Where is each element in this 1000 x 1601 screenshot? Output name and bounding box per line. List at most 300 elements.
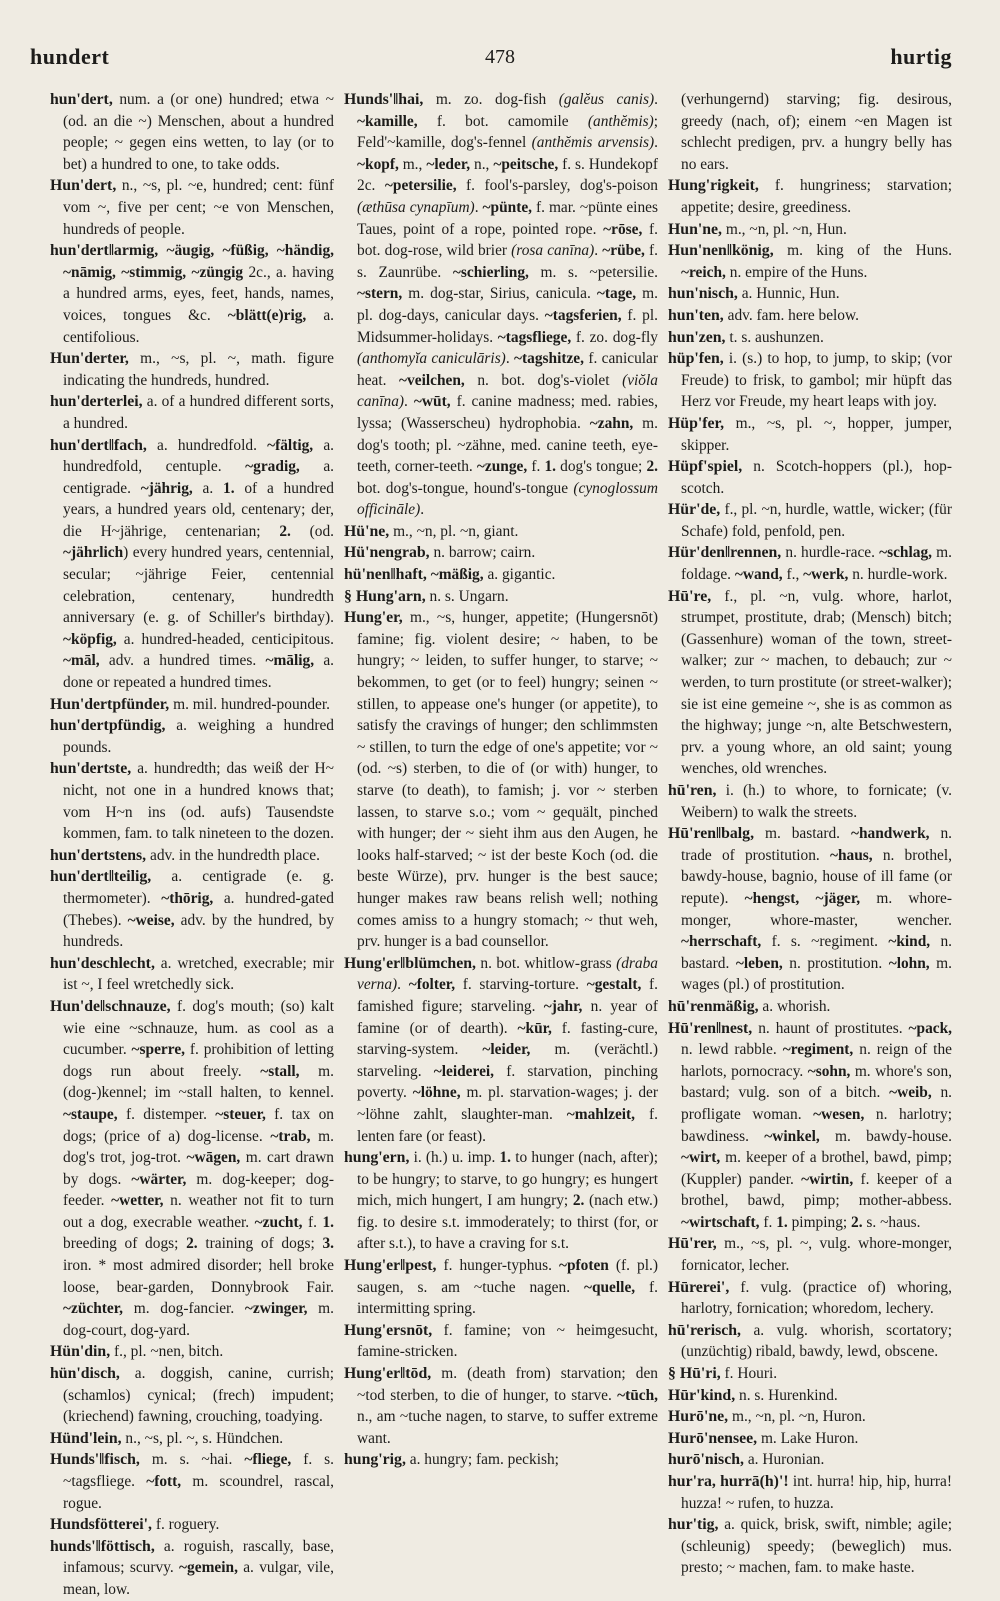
entry-subheadword: ~tagsferien, [544, 306, 622, 324]
entry-latin-name: (galĕus canis) [558, 91, 655, 108]
entry-subheadword: ~hengst, [744, 889, 800, 907]
entry-text: m. zo. dog-fish [435, 91, 559, 108]
entry-subheadword: ~mālig, [265, 652, 315, 670]
entry-subheadword: ~steuer, [215, 1105, 266, 1123]
entry-subheadword: ~jäger, [815, 889, 861, 907]
column-1 [50, 89, 335, 1598]
entry-text: n., [470, 155, 494, 173]
entry-text: i. (h.) to whore, to fornicate; (v. Weibern) to walk the streets. [681, 782, 952, 821]
entry-subheadword: 2. [572, 1192, 585, 1210]
entry-text: m. king of the Huns. [787, 242, 952, 260]
entry-latin-name: (draba verna) [357, 954, 658, 994]
dictionary-entry [50, 1536, 334, 1601]
dictionary-entry [668, 413, 952, 456]
entry-text: m. (death from) starvation; den ~tod sterben, to die of hunger, to starve. [357, 1365, 658, 1404]
entry-subheadword: ~māl, [63, 652, 100, 670]
entry-text: a. Huronian. [747, 1451, 825, 1469]
entry-subheadword: ~rübe, [602, 242, 645, 260]
entry-text: m. dog-star, Sirius, canicula. [402, 285, 597, 303]
entry-subheadword: ~stern, [357, 285, 403, 303]
entry-text: m. scoundrel, rascal, rogue. [63, 1473, 334, 1512]
entry-subheadword: 2. [851, 1213, 863, 1231]
entry-text: a. hungry; fam. peckish; [409, 1451, 559, 1469]
entry-text: n. hurdle-work. [848, 566, 948, 584]
dictionary-entry [344, 89, 658, 521]
dictionary-entry-continued [668, 89, 952, 175]
entry-text: f. canicular heat. [357, 350, 659, 389]
entry-headword: hū'ren, [668, 782, 717, 799]
running-head-left: hundert [30, 44, 110, 69]
entry-text: f., [782, 566, 804, 584]
entry-headword: Hür'de, [668, 501, 721, 519]
entry-subheadword: ~jährig, [140, 479, 193, 497]
dictionary-entry [668, 1018, 952, 1234]
entry-text: adv. a hundred times. [99, 652, 266, 670]
entry-headword: Hū'ren‖nest, [668, 1019, 753, 1037]
entry-text: f. pl. Midsummer-holidays. [357, 306, 658, 346]
entry-text: n. Scotch-hoppers (pl.), hop-scotch. [681, 458, 952, 497]
entry-text: m. dog's tooth; pl. ~zähne, med. canine teeth, eye-teeth, corner-teeth. [357, 414, 658, 476]
entry-subheadword: ~weib, [889, 1084, 932, 1102]
entry-text: n., ~s, pl. ~e, hundred; cent: fünf vom ~, five per cent; ~e von Menschen, hundreds of people. [63, 177, 334, 238]
dictionary-entry [668, 305, 952, 327]
entry-text: a. centigrade. [63, 458, 334, 497]
entry-text: m., ~n, pl. ~n, Huron. [731, 1408, 866, 1426]
entry-text: f. s. Hundekopf 2c. [357, 155, 658, 195]
entry-text: m. keeper of a brothel, bawd, pimp; (Kuppler) pander. [681, 1149, 952, 1188]
entry-subheadword: ~schlag, [879, 544, 933, 562]
entry-subheadword: ~veilchen, [399, 371, 465, 389]
dictionary-entry [344, 953, 658, 1147]
entry-headword: Hung'er, [344, 609, 403, 627]
entry-text: f. canine madness; med. rabies, lyssa; (Wasserscheu) hydrophobia. [357, 393, 658, 432]
entry-headword: Hung'er‖tōd, [344, 1365, 432, 1383]
entry-text: int. hurra! hip, hip, hurra! huzza! ~ rufen, to huzza. [681, 1473, 952, 1512]
entry-text: to hunger (nach, after); to be hungry; to starve, to go hungry; es hungert mich, mich hungert, I am hungry; [357, 1149, 658, 1210]
entry-text: f. mar. ~pünte eines Taues, point of a rope, pointed rope. [357, 198, 658, 238]
entry-text: f. s. Zaunrübe. [357, 242, 658, 281]
dictionary-entry [668, 1233, 952, 1276]
entry-text: . [594, 242, 603, 260]
entry-text: f. keeper of a brothel, bawd, pimp; mother-abbess. [681, 1170, 952, 1210]
dictionary-entry [344, 542, 658, 564]
dictionary-entry [668, 240, 952, 283]
entry-text: m. dog's trot, jog-trot. [63, 1127, 334, 1167]
entry-text: m., ~n, pl. ~n, Hun. [725, 220, 847, 238]
entry-headword: § Hung'arn, [344, 587, 426, 605]
dictionary-entry [668, 219, 952, 241]
entry-text: m. (verächtl.) starveling. [357, 1041, 658, 1080]
entry-text: n. s. Hurenkind. [739, 1386, 838, 1404]
entry-subheadword: ~thōrig, [161, 889, 214, 907]
entry-text: n. profligate woman. [681, 1084, 953, 1123]
entry-text: n. harlotry; bawdiness. [681, 1105, 952, 1145]
entry-text: . [397, 976, 409, 994]
entry-headword: Hū're, [668, 587, 712, 605]
entry-text: of a hundred years, a hundred years old, centenary; der, die H~jährige, centenarian; [63, 479, 334, 540]
entry-subheadword: ~werk, [803, 566, 849, 584]
entry-headword: Hüpf'spiel, [668, 458, 743, 476]
dictionary-entry [50, 1428, 334, 1450]
entry-text: m. dog-court, dog-yard. [63, 1300, 334, 1339]
entry-headword: Hun'ne, [668, 220, 722, 238]
entry-text: f. [527, 458, 545, 476]
entry-text: f. zo. dog-fly [571, 328, 658, 346]
entry-headword: hun'dert‖teilig, [50, 868, 152, 886]
dictionary-entry [50, 391, 334, 434]
entry-headword: Hunds'‖hai, [344, 91, 424, 108]
entry-text: adv. in the hundredth place. [149, 846, 320, 864]
entry-text: f. starvation, pinching poverty. [357, 1062, 658, 1102]
entry-text: f., pl. ~n, vulg. whore, harlot, strumpet, prostitute, drab; (Mensch) bitch; (Gassenhure) woman of the town, street-walker; zur ~ machen, to debauch; zur ~ werden, to turn prostitute (or street-walker); sie ist eine gemeine ~, she is as common as the highway; junge ~n, alte Betschwestern, prv. a young whore, an old saint; young wenches, old wrenches. [681, 587, 952, 778]
entry-subheadword: ~mahlzeit, [566, 1105, 636, 1123]
entry-headword: hun'dert‖armig, [50, 242, 159, 260]
entry-text: a. vulg. whorish, scortatory; (unzüchtig) ribald, bawdy, lewd, obscene. [681, 1321, 952, 1361]
entry-subheadword: ~kind, [888, 933, 931, 951]
entry-text: f. intermitting spring. [357, 1278, 658, 1318]
dictionary-entry [344, 1147, 658, 1255]
entry-latin-name: (anthĕmis) [587, 112, 654, 130]
entry-text: m. mil. hundred-pounder. [173, 695, 330, 713]
entry-text: m. bastard. [764, 825, 851, 843]
entry-text: a. vulgar, vile, mean, low. [63, 1559, 334, 1598]
entry-text: s. ~haus. [862, 1213, 921, 1231]
entry-text: a. hundredfold. [157, 436, 268, 454]
entry-headword: hur'ra, hurrā(h)'! [668, 1473, 789, 1490]
entry-subheadword: ~handwerk, [850, 825, 930, 843]
entry-text: a. done or repeated a hundred times. [63, 652, 335, 692]
entry-subheadword: ~fliege, [244, 1451, 292, 1469]
dictionary-entry [50, 1341, 334, 1363]
dictionary-entry [344, 1363, 658, 1449]
dictionary-entry [50, 435, 334, 694]
entry-subheadword: ~pfoten [558, 1257, 609, 1275]
entry-text: a. whorish. [762, 997, 831, 1015]
entry-subheadword: ~pack, [908, 1019, 953, 1037]
entry-text: bot. dog's-tongue, hound's-tongue [357, 479, 574, 497]
entry-text: m. s. ~hai. [151, 1451, 245, 1469]
entry-text: m. bawdy-house. [819, 1127, 952, 1145]
entry-text: f. tax on dogs; (price of a) dog-license. [63, 1105, 334, 1145]
entry-subheadword: ~regiment, [782, 1041, 854, 1059]
entry-headword: Hung'rigkeit, [668, 177, 759, 195]
entry-text: f. hunger-typhus. [443, 1257, 559, 1275]
entry-text: n. weather not fit to turn out a dog, execrable weather. [63, 1192, 334, 1231]
entry-headword: Hü'ne, [344, 522, 390, 540]
entry-subheadword: 2. [279, 522, 291, 540]
entry-text: n. year of famine (or of dearth). [357, 997, 658, 1037]
entry-subheadword: ~tūch, [617, 1386, 658, 1404]
dictionary-entry [50, 845, 334, 867]
entry-text: f. [302, 1213, 323, 1231]
entry-text: a. gigantic. [483, 566, 556, 584]
entry-subheadword: ~zunge, [476, 458, 528, 476]
entry-text: n. trade of prostitution. [681, 825, 952, 864]
entry-text: a. Hunnic, Hun. [741, 285, 840, 303]
entry-text: n. reign of the harlots, pornocracy. [681, 1041, 952, 1080]
entry-headword: Hung'er‖pest, [344, 1257, 437, 1275]
dictionary-entry [668, 823, 952, 996]
entry-headword: hung'rig, [344, 1451, 406, 1469]
entry-subheadword: 3. [322, 1235, 334, 1253]
dictionary-entry [344, 1255, 658, 1320]
dictionary-entry [50, 175, 334, 240]
entry-text: dog's tongue; [556, 458, 647, 476]
entry-text: m. foldage. [681, 544, 952, 584]
entry-subheadword: ~quelle, [583, 1278, 636, 1296]
dictionary-entry [50, 1363, 334, 1428]
entry-text: m., ~n, pl. ~n, giant. [393, 522, 519, 540]
entry-subheadword: 2. [186, 1235, 198, 1253]
entry-subheadword: ~leder, [426, 155, 471, 173]
entry-headword: hü'nen‖haft, [344, 566, 427, 584]
entry-subheadword: ~weise, [127, 911, 175, 929]
entry-text: m. pl. dog-days, canicular days. [357, 285, 658, 324]
entry-subheadword: ~zahn, [589, 414, 634, 432]
dictionary-columns [50, 89, 953, 1598]
entry-subheadword: ~leiderei, [433, 1062, 495, 1080]
entry-subheadword: ~folter, [408, 976, 456, 994]
dictionary-entry [668, 327, 952, 349]
entry-headword: hun'zen, [668, 328, 726, 346]
entry-text: breeding of dogs; [63, 1235, 187, 1253]
entry-subheadword: ~zwinger, [244, 1300, 308, 1318]
entry-text: f. fasting-cure, starving-system. [357, 1019, 658, 1059]
entry-headword: hun'derterlei, [50, 393, 143, 411]
entry-text: f. bot. camomile [417, 112, 588, 130]
entry-text: a. hundred-headed, centicipitous. [116, 630, 334, 648]
entry-subheadword: ~wāgen, [186, 1149, 241, 1167]
entry-text: . [404, 393, 414, 411]
entry-headword: Hü'nengrab, [344, 544, 430, 562]
entry-subheadword: ~jährlich [63, 544, 124, 562]
entry-text: n., ~s, pl. ~, s. Hündchen. [125, 1429, 284, 1447]
entry-text: m. s. ~petersilie. [528, 263, 658, 281]
dictionary-entry [668, 996, 952, 1018]
entry-headword: Hüp'fer, [668, 414, 725, 432]
entry-text [799, 890, 815, 907]
entry-text: n. barrow; cairn. [433, 544, 536, 562]
entry-subheadword: ~köpfig, [63, 630, 117, 648]
dictionary-entry [344, 521, 658, 543]
entry-subheadword: ~lohn, [888, 954, 930, 972]
page-number: 478 [485, 46, 515, 68]
entry-headword: hun'dert, [50, 91, 113, 108]
entry-text: f. hungriness; starvation; appetite; desire, greediness. [681, 177, 952, 216]
entry-headword: Hung'ersnōt, [344, 1321, 433, 1339]
entry-subheadword: ~rōse, [603, 220, 643, 238]
entry-subheadword: 1. [776, 1213, 788, 1231]
entry-text: f. dog's mouth; (so) kalt wie eine ~schnauze, hum. as cool as a cucumber. [63, 997, 334, 1059]
entry-text: pimping; [787, 1213, 852, 1231]
entry-headword: Hurō'ne, [668, 1408, 729, 1426]
dictionary-entry [668, 1471, 952, 1514]
entry-subheadword: ~kopf, [357, 155, 399, 173]
entry-subheadword: ~wärter, [131, 1170, 187, 1188]
entry-headword: Hün'din, [50, 1343, 111, 1361]
entry-text: a. hundredth; das weiß der H~ nicht, not one in a hundred knows that; vom H~n ins (od. aufs) Tausendste kommen, fam. to talk nineteen to the dozen. [63, 760, 335, 843]
entry-text: n. bot. dog's-violet [464, 371, 623, 389]
entry-headword: hun'dertpfündig, [50, 717, 166, 735]
entry-headword: Hū'rer, [668, 1235, 717, 1253]
entry-text: (od. [290, 522, 335, 540]
entry-text: f. Houri. [724, 1365, 778, 1383]
entry-text: m. Lake Huron. [760, 1429, 859, 1447]
dictionary-entry [668, 1320, 952, 1363]
entry-text: n. empire of the Huns. [725, 263, 868, 281]
entry-text: a. doggish, canine, currish; (schamlos) cynical; (frech) impudent; (kriechend) fawning, crouching, toadying. [63, 1365, 334, 1426]
dictionary-entry [668, 1277, 952, 1320]
entry-text: i. (s.) to hop, to jump, to skip; (vor Freude) to frisk, to gambol; mir hüpft das Herz vor Freude, my heart leaps with joy. [681, 350, 952, 411]
dictionary-entry [668, 499, 952, 542]
entry-text: f. roguery. [155, 1516, 220, 1534]
entry-text: a. centifolious. [63, 306, 334, 346]
dictionary-entry [668, 1428, 952, 1450]
dictionary-entry [50, 715, 334, 758]
entry-text: f. bot. dog-rose, wild brier [357, 220, 658, 260]
entry-headword: hun'nisch, [668, 285, 738, 303]
dictionary-entry [50, 348, 334, 391]
dictionary-entry [50, 89, 334, 175]
entry-headword: hun'dertste, [50, 760, 132, 778]
entry-text: f. famished figure; starveling. [357, 976, 658, 1015]
running-head-right: hurtig [890, 44, 952, 69]
entry-text: m. (dog-)kennel; im ~stall halten, to kennel. [63, 1062, 334, 1102]
entry-headword: hur'tig, [668, 1516, 719, 1534]
entry-headword: Hūrerei', [668, 1278, 730, 1296]
entry-subheadword: ~wand, [734, 566, 783, 584]
dictionary-entry [50, 1514, 334, 1536]
dictionary-entry [668, 1514, 952, 1579]
entry-subheadword: ~wirtin, [801, 1170, 854, 1188]
entry-text: n. bastard. [681, 933, 953, 972]
entry-subheadword: ~haus, [829, 846, 873, 864]
entry-text: m., ~s, pl. ~, math. figure indicating the hundreds, hundred. [63, 350, 334, 389]
entry-text: . [654, 134, 659, 152]
entry-subheadword: ~gestalt, [586, 976, 642, 994]
entry-subheadword: ~zucht, [254, 1213, 303, 1231]
entry-headword: hun'dertstens, [50, 846, 147, 864]
entry-subheadword: ~fältig, [267, 436, 314, 454]
dictionary-entry [344, 564, 658, 586]
entry-latin-name: (anthomyĭa caniculāris) [357, 350, 506, 368]
entry-text: n. haunt of prostitutes. [758, 1019, 909, 1037]
entry-subheadword: 2. [646, 458, 658, 476]
entry-latin-name: (viŏla canīna) [357, 371, 658, 411]
entry-headword: hün'disch, [50, 1365, 120, 1383]
entry-subheadword: ~tagshitze, [514, 350, 584, 368]
entry-headword: Hünd'lein, [50, 1429, 122, 1447]
entry-text: a. hundred-gated (Thebes). [63, 889, 335, 929]
entry-text: m. whore's son, bastard; vulg. son of a bitch. [681, 1062, 952, 1102]
entry-text: m., [398, 155, 427, 173]
entry-text: (verhungernd) starving; fig. desirous, greedy (nach, of); einem ~en Magen ist schlecht predigen, prv. a hungry belly has no ears. [681, 91, 952, 173]
entry-headword: hüp'fen, [668, 350, 724, 368]
entry-subheadword: ~petersilie, [384, 177, 457, 195]
dictionary-entry [668, 456, 952, 499]
entry-text: a. [192, 479, 224, 497]
entry-text: adv. fam. here below. [727, 306, 859, 324]
entry-text: n. hurdle-race. [785, 544, 880, 562]
entry-headword: Hū'ren‖balg, [668, 825, 755, 843]
dictionary-entry [344, 1449, 658, 1471]
entry-headword: Hür'den‖rennen, [668, 544, 782, 562]
entry-subheadword: ~äugig, ~füßig, ~händig, ~nāmig, ~stimmig, ~züngig [63, 242, 334, 281]
entry-subheadword: 1. [499, 1149, 512, 1167]
entry-text: n. lewd rabble. [681, 1041, 783, 1059]
entry-headword: Hunds'‖fisch, [50, 1451, 140, 1469]
entry-headword: hun'dert‖fach, [50, 436, 147, 454]
entry-text: f., pl. ~nen, bitch. [114, 1343, 224, 1361]
entry-text: f. starving-torture. [455, 976, 587, 994]
entry-text: n., am ~tuche nagen, to starve, to suffer extreme want. [357, 1408, 658, 1447]
entry-text: a. roguish, rascally, base, infamous; scurvy. [63, 1537, 334, 1577]
dictionary-entry [344, 586, 658, 608]
entry-text: t. s. aushunzen. [729, 328, 824, 346]
entry-text: m. dog-fancier. [123, 1300, 245, 1318]
entry-subheadword: ~jahr, [543, 997, 583, 1015]
entry-text: n. prostitution. [782, 954, 889, 972]
dictionary-entry [668, 348, 952, 413]
entry-headword: Hun'derter, [50, 350, 129, 368]
entry-subheadword: ~löhne, [412, 1084, 461, 1102]
entry-headword: hū'rerisch, [668, 1321, 741, 1339]
entry-latin-name: (æthūsa cynapīum) [357, 198, 475, 216]
entry-subheadword: ~gradig, [245, 458, 300, 476]
dictionary-entry [668, 1406, 952, 1428]
entry-text: n. s. Ungarn. [429, 587, 509, 605]
dictionary-entry [50, 1449, 334, 1514]
dictionary-entry [344, 1320, 658, 1363]
entry-text: m. pl. starvation-wages; j. der ~löhne zahlt, slaughter-man. [357, 1084, 658, 1123]
dictionary-entry [668, 780, 952, 823]
entry-subheadword: 1. [544, 458, 557, 476]
entry-subheadword: ~herrschaft, [681, 933, 762, 951]
entry-text: i. (h.) u. imp. [413, 1149, 500, 1167]
entry-text: f. famine; von ~ heimgesucht, famine-stricken. [357, 1321, 658, 1361]
entry-subheadword: ~schierling, [452, 263, 529, 281]
entry-subheadword: ~sohn, [807, 1062, 851, 1080]
entry-text: . [654, 91, 658, 108]
entry-text: (f. pl.) saugen, s. am ~tuche nagen. [357, 1257, 658, 1296]
dictionary-entry [668, 175, 952, 218]
entry-subheadword: ~sperre, [131, 1041, 185, 1059]
entry-text: f. lenten fare (or feast). [357, 1105, 658, 1145]
dictionary-entry [668, 586, 952, 780]
entry-subheadword: ~wirtschaft, [681, 1213, 760, 1231]
entry-headword: Hurō'nensee, [668, 1429, 758, 1447]
entry-text: iron. * most admired disorder; hell broke loose, bear-garden, Donnybrook Fair. [63, 1257, 334, 1296]
entry-latin-name: (anthĕmis arvensis) [531, 134, 655, 152]
entry-subheadword: ~winkel, [764, 1127, 820, 1145]
entry-headword: hurō'nisch, [668, 1451, 744, 1469]
entry-text: f. s. ~tagsfliege. [63, 1451, 334, 1490]
dictionary-entry [668, 1363, 952, 1385]
entry-subheadword: ~wesen, [813, 1105, 865, 1123]
entry-subheadword: ~tage, [596, 285, 637, 303]
entry-subheadword: ~züchter, [63, 1300, 124, 1318]
entry-subheadword: ~tagsfliege, [497, 328, 572, 346]
dictionary-entry [668, 283, 952, 305]
entry-subheadword: ~wūt, [413, 393, 451, 411]
entry-text: (nach etw.) fig. to desire s.t. immoderately; to thirst (for, or after s.t.), to have a craving for s.t. [357, 1192, 658, 1253]
dictionary-entry [668, 542, 952, 585]
entry-text: m. cart drawn by dogs. [63, 1149, 335, 1188]
entry-headword: Hung'er‖blümchen, [344, 954, 476, 972]
entry-subheadword: ~kamille, [357, 112, 418, 130]
entry-text: m. whore-monger, whore-master, wencher. [681, 889, 952, 929]
entry-subheadword: ~leider, [482, 1041, 531, 1059]
